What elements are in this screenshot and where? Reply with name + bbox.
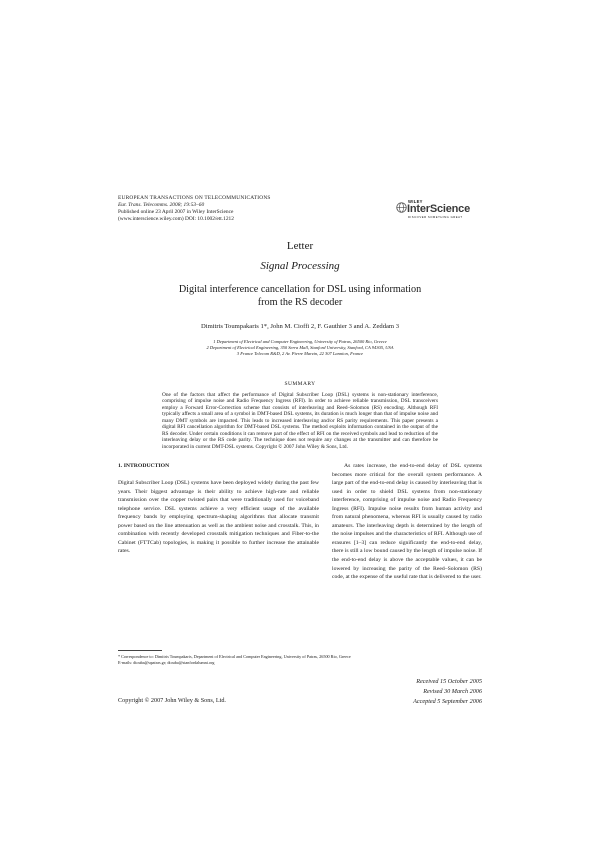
article-title — [0, 283, 600, 309]
footnote — [118, 654, 488, 666]
journal-doi[interactable]: (www.interscience.wiley.com) DOI: 10.1002/ett.1212 — [118, 216, 234, 222]
footnote-email[interactable]: E-mails: dtouba@upatras.gr; dtouba@stanfordalumni.org — [118, 659, 215, 665]
globe-icon — [396, 202, 407, 213]
journal-header — [118, 195, 358, 223]
summary-heading: SUMMARY — [284, 381, 316, 387]
affiliations — [0, 339, 600, 357]
title-line-2: from the RS decoder — [257, 297, 343, 308]
date-revised: Revised 30 March 2006 — [423, 688, 482, 695]
article-section: Signal Processing — [260, 260, 340, 272]
logo-brand: InterScience — [407, 203, 471, 215]
article-type: Letter — [286, 240, 314, 252]
section-heading: 1. INTRODUCTION — [118, 463, 170, 469]
title-line-1: Digital interference cancellation for DSL using information — [178, 284, 422, 295]
body-right-column — [332, 462, 482, 582]
affiliation-1: 1 Department of Electrical and Computer Engineering, University of Patras, 26500 Rio, Greece — [213, 339, 387, 344]
affiliation-3: 3 France Telecom R&D, 2 Av. Pierre Marzin, 22 307 Lannion, France — [236, 351, 364, 356]
intro-paragraph-1: Digital Subscriber Loop (DSL) systems have been deployed widely during the past few years. Their biggest advantage is their ability to achieve high-rate and reliable transmission over the copper twisted pairs that were traditionally used for voiceband telephone service. DSL systems achieve a very efficient usage of the available frequency bands by employing spectrum-shaping algorithms that allocate transmit power based on the line attenuation as well as the ambient noise and crosstalk. This, in combination with recently developed crosstalk mitigation techniques and Fiber-to-the Cabinet (FTTCab) topologies, is making it possible to further increase the attainable rates. — [118, 480, 319, 555]
summary-text: One of the factors that affect the performance of Digital Subscriber Loop (DSL) systems is non-stationary interference, comprising of impulse noise and Radio Frequency Ingress (RFI). In order to achieve reliable transmission, DSL transceivers employ a Forward Error-Correction scheme that consists of interleaving and Reed–Solomon (RS) encoding. Although RFI typically affects a small area of a symbol in DMT-based DSL systems, its duration is much longer than that of impulse noise and many DMT symbols are impacted. This leads to increased interleaving and/or RS parity requirements. This paper presents a digital RFI cancellation algorithm for DMT-based DSL systems. The method exploits information contained in the output of the RS decoder. Under certain conditions it can remove part of the effect of RFI on the received symbols and lead to reduction of the interleaving delay or the RS code parity. The technique does not require any changes at the transmitter and can therefore be incorporated in current DMT-DSL systems. Copyright © 2007 John Wiley & Sons, Ltd. — [162, 392, 438, 450]
article-authors: Dimitris Toumpakaris 1*, John M. Cioffi 2, F. Gauthier 3 and A. Zeddam 3 — [200, 323, 400, 330]
journal-published: Published online 23 April 2007 in Wiley InterScience — [118, 209, 234, 215]
body-left-column — [118, 462, 319, 556]
article-dates — [380, 677, 482, 707]
intro-paragraph-2: As rates increase, the end-to-end delay of DSL systems becomes more critical for the overall system performance. A large part of the end-to-end delay is caused by interleaving that is used in order to shield DSL systems from non-stationary interference, comprising of impulse noise and Radio Frequency Ingress (RFI). Impulse noise results from human activity and from natural phenomena, whereas RFI is usually caused by radio amateurs. The interleaving depth is determined by the length of the noise impulses and the characteristics of RFI. Although use of erasures [1–3] can reduce significantly the end-to-end delay, there is still a low bound caused by the length of impulse noise. If the end-to-end delay is above the acceptable values, it can be lowered by increasing the parity of the Reed–Solomon (RS) code, at the expense of the useful rate that is delivered to the user. — [332, 463, 482, 581]
date-accepted: Accepted 5 September 2006 — [413, 698, 482, 705]
date-received: Received 15 October 2005 — [416, 678, 482, 685]
logo-publisher: WILEY — [408, 199, 423, 204]
footnote-divider — [118, 650, 162, 651]
copyright-notice: Copyright © 2007 John Wiley & Sons, Ltd. — [118, 697, 226, 704]
journal-name: EUROPEAN TRANSACTIONS ON TELECOMMUNICATIONS — [118, 195, 271, 201]
journal-citation: Eur. Trans. Telecomms. 2008; 19:53–60 — [118, 202, 205, 208]
interscience-logo[interactable] — [396, 199, 484, 221]
affiliation-2: 2 Department of Electrical Engineering, 350 Serra Mall, Stanford University, Stanford, CA 94305, USA — [206, 345, 394, 350]
footnote-correspondence: * Correspondence to: Dimitris Toumpakaris, Department of Electrical and Computer Engineering, University of Patras, 26500 Rio, Greece — [118, 654, 351, 659]
logo-tagline: DISCOVER SOMETHING GREAT — [408, 215, 463, 219]
